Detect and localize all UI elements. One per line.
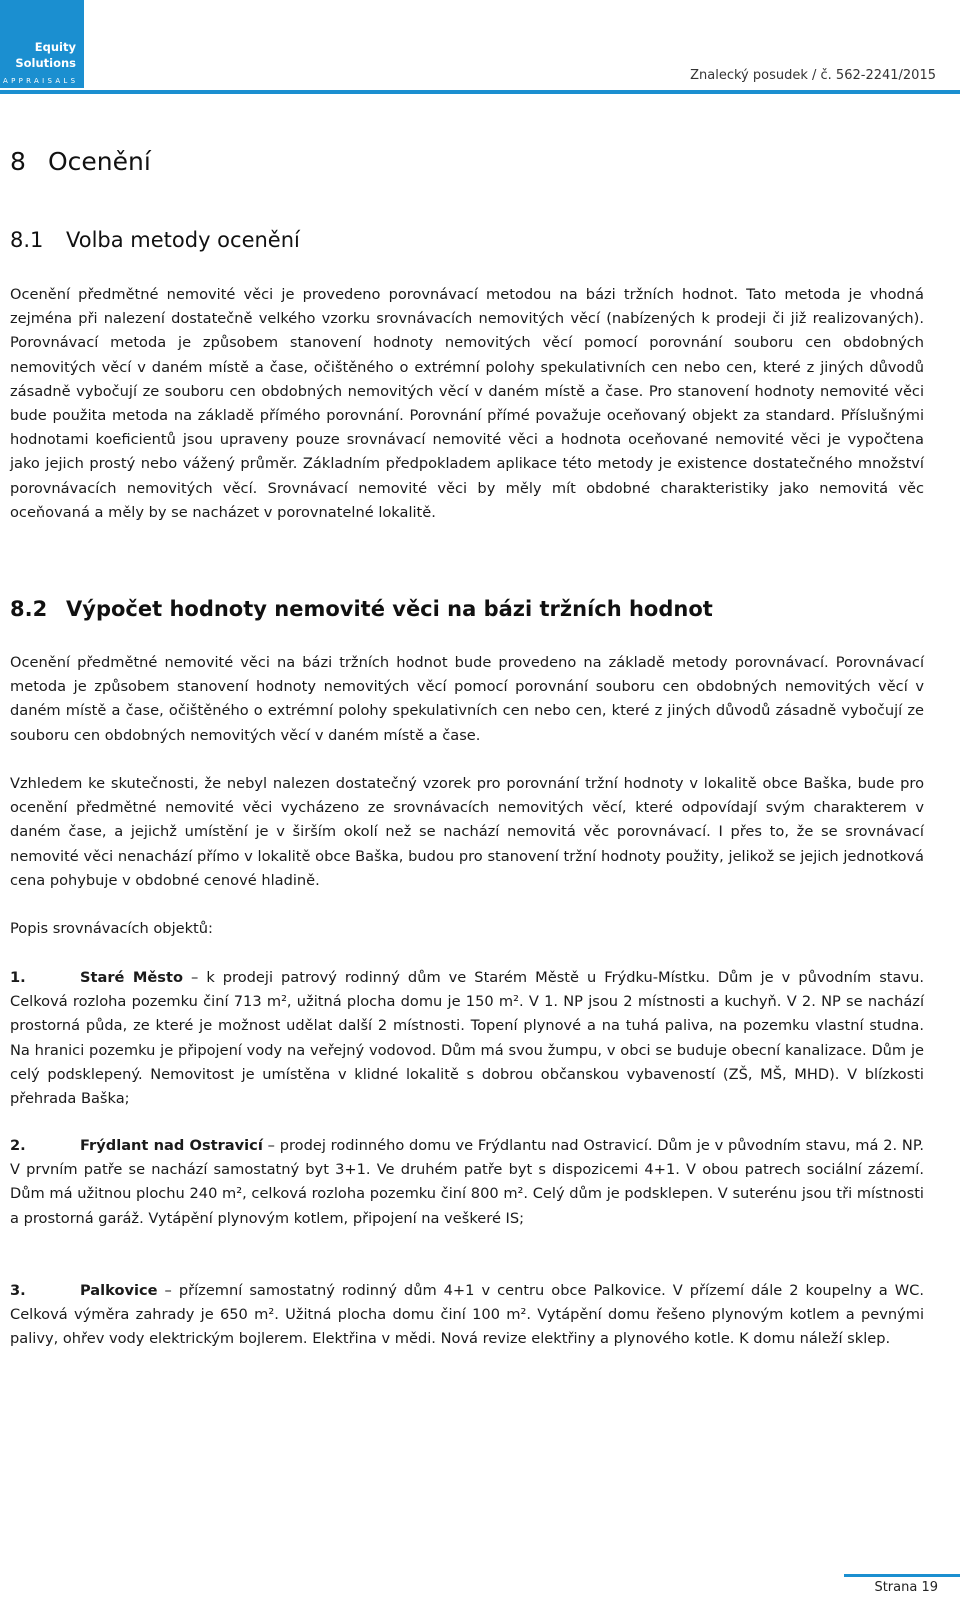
subsection-number: 8.2 xyxy=(10,597,48,621)
section-title: Ocenění xyxy=(48,147,151,176)
document-reference: Znalecký posudek / č. 562-2241/2015 xyxy=(690,68,936,83)
list-item-number: 1. xyxy=(10,969,26,986)
section-number: 8 xyxy=(10,147,26,176)
header-divider xyxy=(0,90,960,94)
company-logo xyxy=(0,0,84,88)
list-item xyxy=(10,1134,924,1231)
list-item-number: 3. xyxy=(10,1282,26,1299)
logo-line-equity: Equity xyxy=(34,40,76,54)
list-item-text: – k prodeji patrový rodinný dům ve Starém Městě u Frýdku-Místku. Dům je v původním stavu. Celková rozloha pozemku činí 713 m², užitná plocha domu je 150 m². V 1. NP jsou 2 místnosti a kuchyň. V 2. NP se nachází prostorná půda, ze které je možnost udělat další 2 místnosti. Topení plynové a na tuhá paliva, na pozemku vlastní studna. Na hranici pozemku je připojení vody na veřejný vodovod. Dům má svou žumpu, v obci se buduje obecní kanalizace. Dům je celý podsklepený. Nemovitost je umístěna v klidné lokalitě s dobrou občanskou vybaveností (ZŠ, MŠ, MHD). V blízkosti přehrada Baška; xyxy=(10,969,924,1108)
comparables-intro: Popis srovnávacích objektů: xyxy=(10,920,213,937)
logo-line-appraisals: APPRAISALS xyxy=(3,77,79,85)
method-choice-paragraph: Ocenění předmětné nemovité věci je provedeno porovnávací metodou na bázi tržních hodnot. Tato metoda je vhodná zejména při nalezení dostatečně velkého vzorku srovnávacích nemovitých věcí (nabízených k prodeji či již realizovaných). Porovnávací metoda je způsobem stanovení hodnoty nemovitých věcí pomocí porovnání souboru cen obdobných nemovitých věcí v daném místě a čase, očištěného o extrémní polohy spekulativních cen nebo cen, které z jiných důvodů zásadně vybočují ze souboru cen obdobných nemovitých věcí v daném místě a čase. Pro stanovení hodnoty nemovité věci bude použita metoda na základě přímého porovnání. Porovnání přímé považuje oceňovaný objekt za standard. Příslušnými hodnotami koeficientů jsou upraveny pouze srovnávací nemovité věci a hodnota oceňované nemovité věci je vypočtena jako jejich prostý nebo vážený průměr. Základním předpokladem aplikace této metody je existence dostatečného množství porovnávacích nemovitých věcí. Srovnávací nemovité věci by měly mít obdobné charakteristiky jako nemovitá věc oceňovaná a měly by se nacházet v porovnatelné lokalitě. xyxy=(10,286,924,521)
list-item-name: Palkovice xyxy=(80,1282,158,1299)
logo-line-solutions: Solutions xyxy=(15,56,76,70)
valuation-paragraph-2: Vzhledem ke skutečnosti, že nebyl nalezen dostatečný vzorek pro porovnání tržní hodnoty v lokalitě obce Baška, bude pro ocenění předmětné nemovité věci vycházeno ze srovnávacích nemovitých věcí, které odpovídají svým charakterem v daném čase, a jejichž umístění je v širším okolí než se nachází nemovitá věc porovnávací. I přes to, že se srovnávací nemovité věci nenachází přímo v lokalitě obce Baška, budou pro stanovení tržní hodnoty použity, jelikož se jejich jednotková cena pohybuje v obdobné cenové hladině. xyxy=(10,775,924,889)
valuation-paragraph-1: Ocenění předmětné nemovité věci na bázi tržních hodnot bude provedeno na základě metody porovnávací. Porovnávací metoda je způsobem stanovení hodnoty nemovitých věcí pomocí porovnání souboru cen obdobných nemovitých věcí v daném místě a čase, očištěného o extrémní polohy spekulativních cen nebo cen, které z jiných důvodů zásadně vybočují ze souboru cen obdobných nemovitých věcí v daném místě a čase. xyxy=(10,654,924,744)
list-item-text: – přízemní samostatný rodinný dům 4+1 v centru obce Palkovice. V přízemí dále 2 koupelny a WC. Celková výměra zahrady je 650 m². Užitná plocha domu činí 100 m². Vytápění domu řešeno plynovým kotlem a pevnými palivy, ohřev vody elektrickým bojlerem. Elektřina v mědi. Nová revize elektřiny a plynového kotle. K domu náleží sklep. xyxy=(10,1282,924,1348)
list-item xyxy=(10,966,924,1111)
subsection-heading-8-1 xyxy=(10,228,300,252)
subsection-title: Výpočet hodnoty nemovité věci na bázi tržních hodnot xyxy=(66,597,713,621)
list-item-text: – prodej rodinného domu ve Frýdlantu nad Ostravicí. Dům je v původním stavu, má 2. NP. V prvním patře se nachází samostatný byt 3+1. Ve druhém patře byt s dispozicemi 4+1. V obou patrech sociální zázemí. Dům má užitnou plochu 240 m², celková rozloha pozemku činí 800 m². Celý dům je podsklepen. V suterénu jsou tři místnosti a prostorná garáž. Vytápění plynovým kotlem, připojení na veškeré IS; xyxy=(10,1137,924,1227)
footer-divider xyxy=(844,1574,960,1577)
list-item-name: Staré Město xyxy=(80,969,183,986)
subsection-number: 8.1 xyxy=(10,228,44,252)
list-item-name: Frýdlant nad Ostravicí xyxy=(80,1137,263,1154)
subsection-title: Volba metody ocenění xyxy=(66,228,300,252)
list-item-number: 2. xyxy=(10,1137,26,1154)
list-item xyxy=(10,1279,924,1352)
subsection-heading-8-2 xyxy=(10,597,713,621)
page-number: Strana 19 xyxy=(874,1580,938,1595)
section-heading xyxy=(10,147,151,176)
